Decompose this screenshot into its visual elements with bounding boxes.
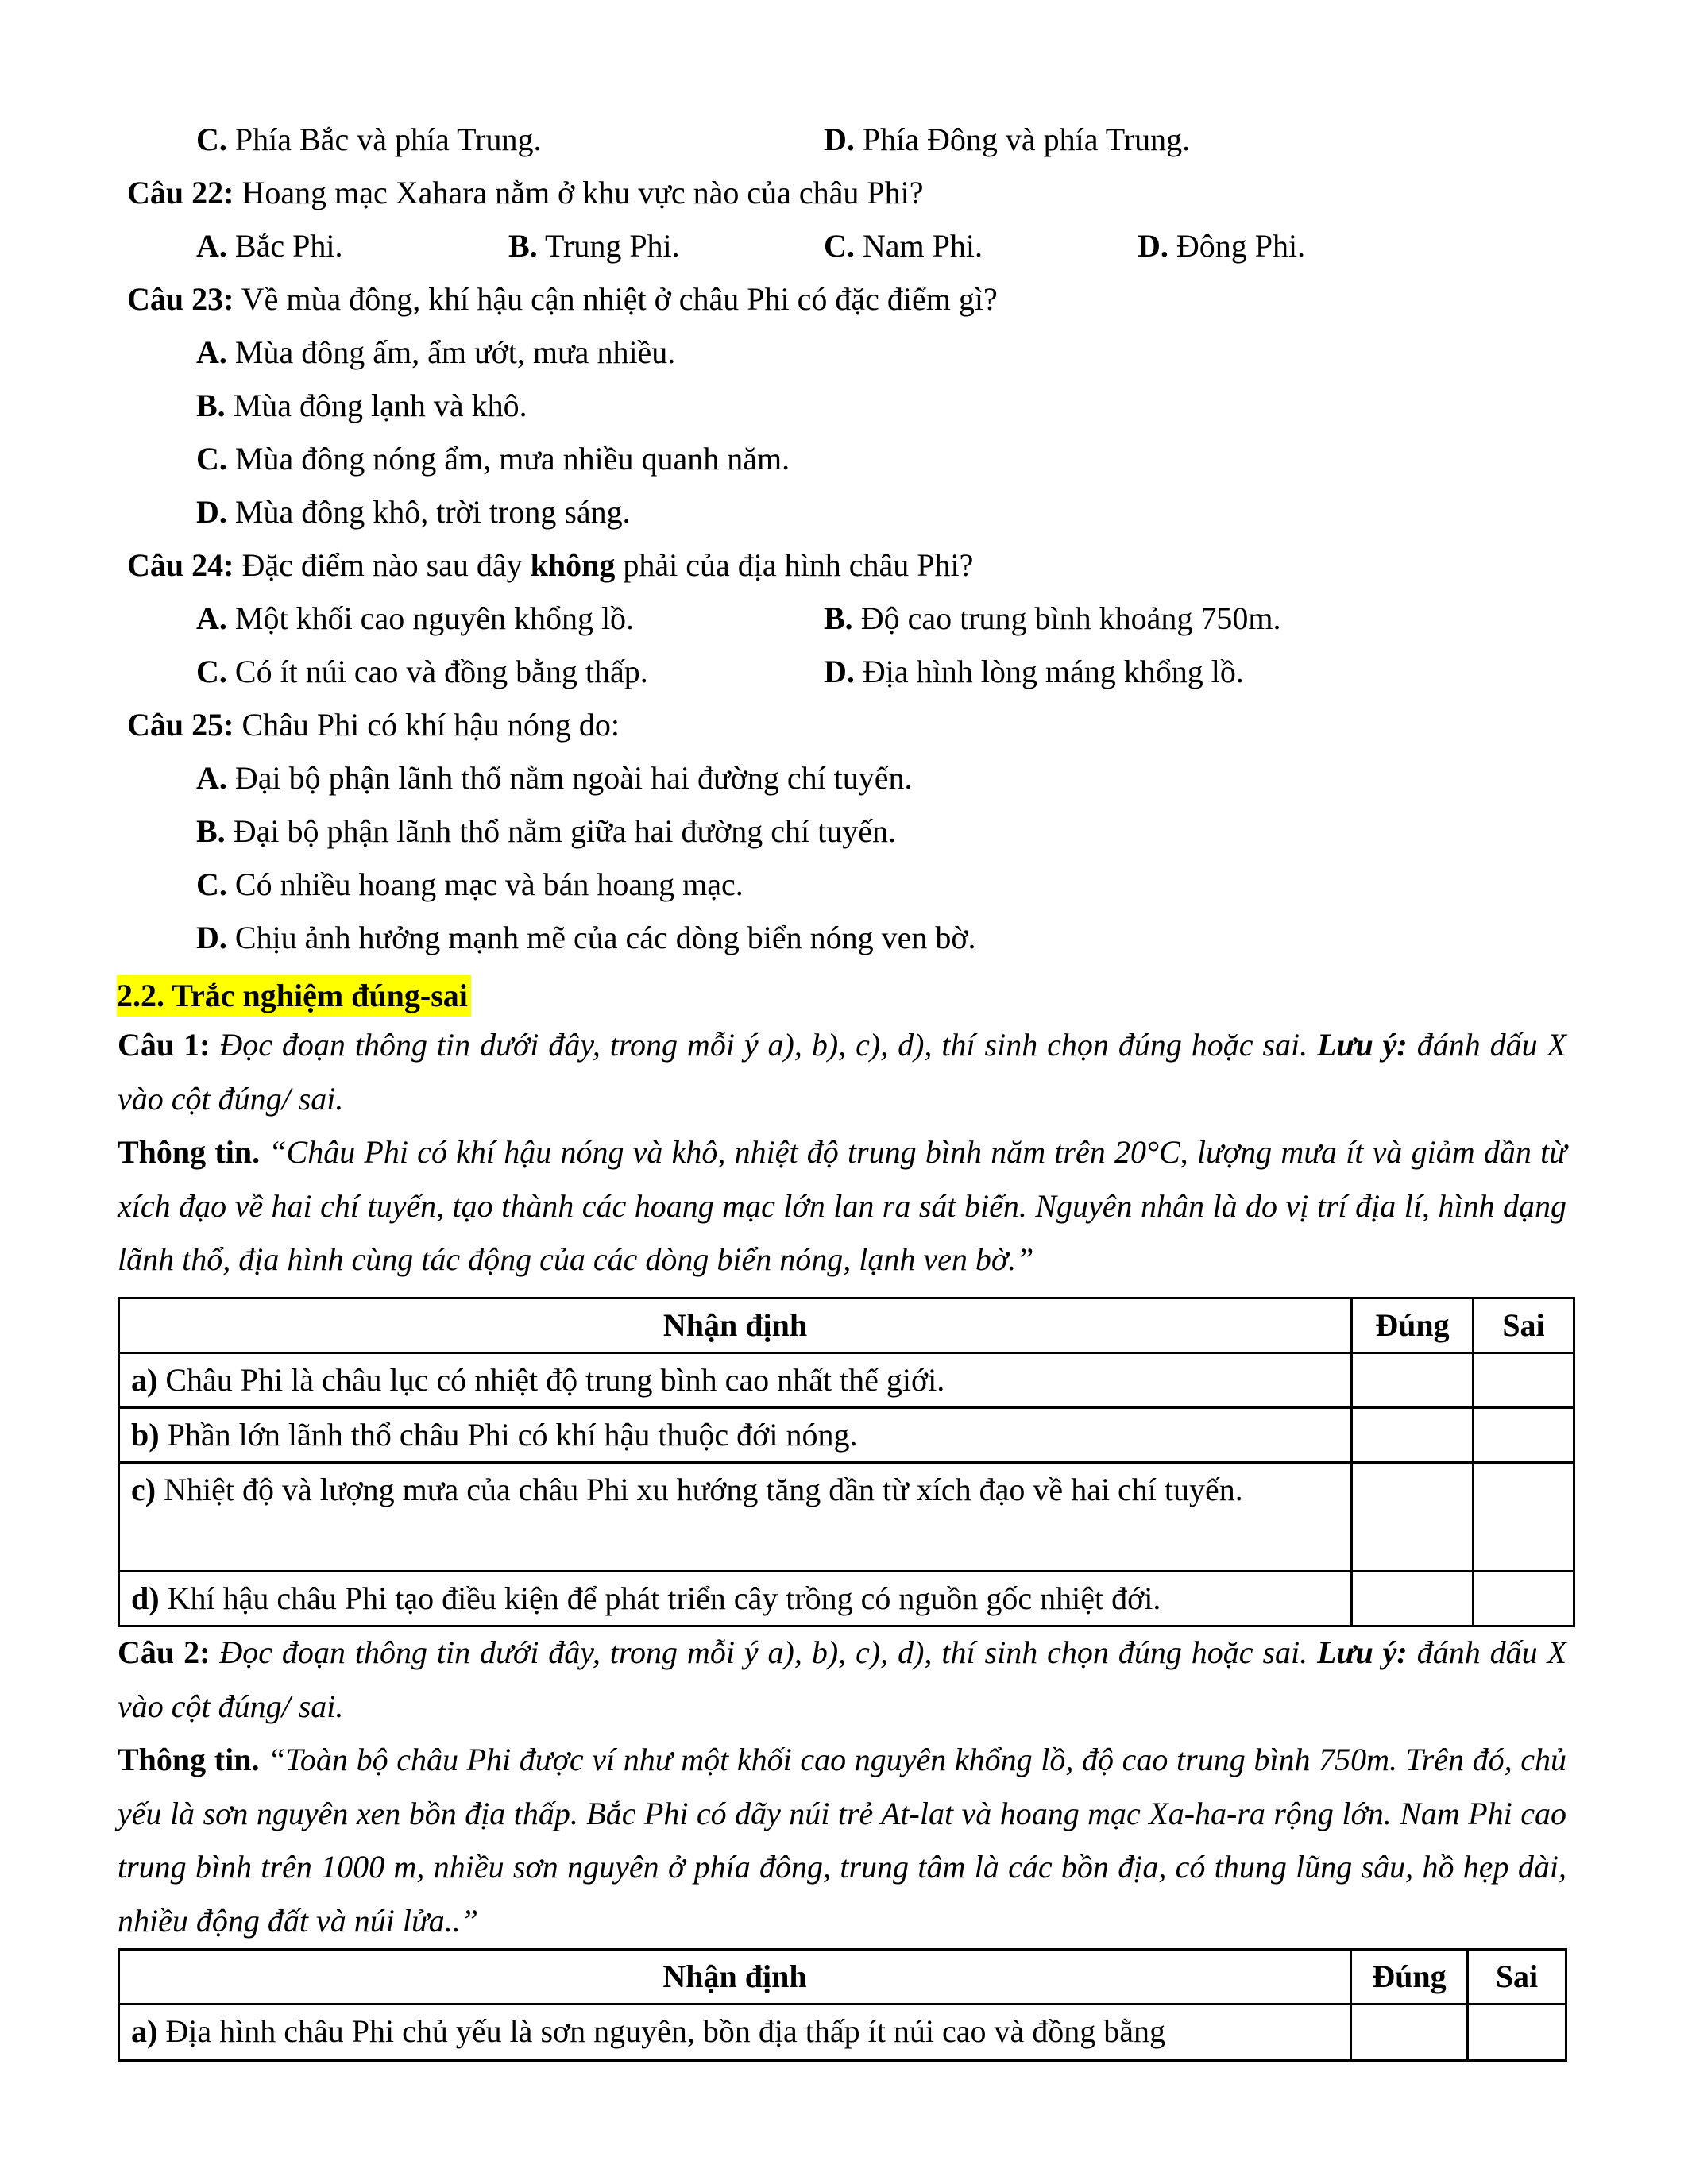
statement-key: a) [131, 1362, 158, 1398]
false-checkbox-cell[interactable] [1474, 1463, 1574, 1572]
tf-question-2-instruction [118, 1626, 1566, 1733]
option-text: Đại bộ phận lãnh thổ nằm giữa hai đường chí tuyến. [225, 813, 897, 849]
question-text: Hoang mạc Xahara nằm ở khu vực nào của châu Phi? [234, 175, 924, 210]
header-statement: Nhận định [119, 1298, 1352, 1353]
q23-option-d [196, 493, 631, 531]
q22-option-a [196, 227, 342, 265]
q25-option-c [196, 866, 744, 904]
statement-cell [119, 1353, 1352, 1408]
option-text: Đông Phi. [1168, 228, 1306, 264]
option-letter: C. [824, 228, 855, 264]
statement-cell [119, 1408, 1352, 1463]
info-text: “Châu Phi có khí hậu nóng và khô, nhiệt độ trung bình năm trên 20°C, lượng mưa ít và giảm dần từ xích đạo về hai chí tuyến, tạo thành các hoang mạc lớn lan ra sát biển. Nguyên nhân là do vị trí địa lí, hình dạng lãnh thổ, địa hình cùng tác động của các dòng biển nóng, lạnh ven bờ.” [118, 1134, 1567, 1277]
header-statement: Nhận định [119, 1950, 1351, 2005]
option-letter: C. [196, 122, 227, 157]
option-letter: A. [196, 600, 227, 636]
option-text: Địa hình lòng máng khổng lồ. [854, 654, 1244, 689]
question-25 [127, 706, 620, 744]
option-letter: D. [824, 654, 855, 689]
option-text: Độ cao trung bình khoảng 750m. [852, 600, 1281, 636]
statement-text: Khí hậu châu Phi tạo điều kiện để phát triển cây trồng có nguồn gốc nhiệt đới. [159, 1580, 1161, 1616]
option-text: Có nhiều hoang mạc và bán hoang mạc. [226, 866, 744, 902]
header-false: Sai [1474, 1298, 1574, 1353]
option-letter: C. [196, 441, 227, 477]
option-text: Nam Phi. [854, 228, 983, 264]
tf-table-2 [118, 1948, 1567, 2062]
option-text: Chịu ảnh hưởng mạnh mẽ của các dòng biển nóng ven bờ. [226, 920, 976, 955]
q22-option-d [1138, 227, 1305, 265]
question-23 [127, 280, 998, 318]
q24-option-d [824, 653, 1244, 691]
true-checkbox-cell[interactable] [1352, 1408, 1474, 1463]
false-checkbox-cell[interactable] [1474, 1353, 1574, 1408]
q23-option-b [196, 387, 527, 425]
question-emphasis: không [530, 547, 616, 583]
true-checkbox-cell[interactable] [1352, 1353, 1474, 1408]
q24-option-b [824, 600, 1281, 638]
option-text: Có ít núi cao và đồng bằng thấp. [226, 654, 648, 689]
option-letter: B. [196, 388, 226, 423]
tf-question-1-instruction [118, 1018, 1566, 1125]
note-text: đánh dấu X vào cột đúng/ sai. [118, 1027, 1567, 1117]
q23-option-c [196, 440, 790, 478]
statement-text: Châu Phi là châu lục có nhiệt độ trung bình cao nhất thế giới. [157, 1362, 945, 1398]
q21-option-c [196, 121, 541, 159]
statement-cell [119, 1463, 1352, 1572]
option-text: Phía Đông và phía Trung. [854, 122, 1191, 157]
option-text: Mùa đông ấm, ẩm ướt, mưa nhiều. [226, 334, 676, 370]
option-text: Mùa đông khô, trời trong sáng. [226, 494, 631, 530]
question-label: Câu 25: [127, 707, 234, 743]
option-letter: C. [196, 866, 227, 902]
table-header-row [119, 1298, 1574, 1353]
true-checkbox-cell[interactable] [1352, 1463, 1474, 1572]
false-checkbox-cell[interactable] [1468, 2005, 1566, 2061]
header-false: Sai [1468, 1950, 1566, 2005]
false-checkbox-cell[interactable] [1474, 1408, 1574, 1463]
info-label: Thông tin. [118, 1134, 261, 1170]
option-text: Một khối cao nguyên khổng lồ. [226, 600, 635, 636]
question-24 [127, 546, 973, 585]
table-header-row [119, 1950, 1566, 2005]
question-label: Câu 1: [118, 1027, 211, 1063]
question-label: Câu 2: [118, 1634, 211, 1670]
section-heading: 2.2. Trắc nghiệm đúng-sai [117, 975, 471, 1017]
statement-key: d) [131, 1580, 160, 1616]
option-text: Bắc Phi. [226, 228, 343, 264]
statement-key: c) [131, 1472, 156, 1507]
question-22 [127, 174, 924, 212]
true-checkbox-cell[interactable] [1351, 2005, 1468, 2061]
q21-option-d [824, 121, 1190, 159]
q25-option-a [196, 759, 913, 797]
table-row [119, 1353, 1574, 1408]
tf-question-2-info [118, 1733, 1566, 1947]
q22-option-c [824, 227, 983, 265]
statement-text: Địa hình châu Phi chủ yếu là sơn nguyên, bồn địa thấp ít núi cao và đồng bằng [157, 2013, 1165, 2049]
option-letter: A. [196, 228, 227, 264]
question-text: Châu Phi có khí hậu nóng do: [234, 707, 620, 743]
option-letter: D. [196, 920, 227, 955]
option-letter: D. [824, 122, 855, 157]
q24-option-c [196, 653, 648, 691]
tf-table-1 [118, 1297, 1575, 1627]
table-row [119, 1463, 1574, 1572]
header-true: Đúng [1352, 1298, 1474, 1353]
statement-key: a) [131, 2013, 158, 2049]
option-letter: D. [1138, 228, 1168, 264]
question-text: Đặc điểm nào sau đây [234, 547, 531, 583]
question-label: Câu 22: [127, 175, 234, 210]
note-text: đánh dấu X vào cột đúng/ sai. [118, 1634, 1567, 1724]
option-text: Trung Phi. [537, 228, 680, 264]
option-text: Mùa đông nóng ẩm, mưa nhiều quanh năm. [226, 441, 790, 477]
option-letter: B. [508, 228, 538, 264]
option-letter: C. [196, 654, 227, 689]
question-text: phải của địa hình châu Phi? [615, 547, 974, 583]
q25-option-b [196, 812, 896, 851]
info-label: Thông tin. [118, 1742, 260, 1777]
table-row [119, 2005, 1566, 2061]
question-label: Câu 23: [127, 281, 234, 317]
q23-option-a [196, 334, 675, 372]
note-label: Lưu ý: [1317, 1634, 1408, 1670]
statement-key: b) [131, 1417, 160, 1453]
table-row [119, 1572, 1574, 1626]
instruction-text: Đọc đoạn thông tin dưới đây, trong mỗi ý a), b), c), d), thí sinh chọn đúng hoặc sai. [210, 1027, 1318, 1063]
option-letter: D. [196, 494, 227, 530]
option-text: Phía Bắc và phía Trung. [226, 122, 542, 157]
option-text: Mùa đông lạnh và khô. [225, 388, 527, 423]
statement-cell [119, 1572, 1352, 1626]
statement-cell [119, 2005, 1351, 2061]
option-text: Đại bộ phận lãnh thổ nằm ngoài hai đường chí tuyến. [226, 760, 913, 796]
false-checkbox-cell[interactable] [1474, 1572, 1574, 1626]
table-row [119, 1408, 1574, 1463]
q24-option-a [196, 600, 634, 638]
option-letter: B. [196, 813, 226, 849]
tf-question-1-info [118, 1125, 1566, 1287]
true-checkbox-cell[interactable] [1352, 1572, 1474, 1626]
option-letter: A. [196, 760, 227, 796]
q25-option-d [196, 919, 976, 957]
option-letter: A. [196, 334, 227, 370]
option-letter: B. [824, 600, 853, 636]
note-label: Lưu ý: [1317, 1027, 1408, 1063]
statement-text: Nhiệt độ và lượng mưa của châu Phi xu hướng tăng dần từ xích đạo về hai chí tuyến. [156, 1472, 1243, 1507]
instruction-text: Đọc đoạn thông tin dưới đây, trong mỗi ý a), b), c), d), thí sinh chọn đúng hoặc sai. [210, 1634, 1318, 1670]
info-text: “Toàn bộ châu Phi được ví như một khối cao nguyên khổng lồ, độ cao trung bình 750m. Trên đó, chủ yếu là sơn nguyên xen bồn địa thấp. Bắc Phi có dãy núi trẻ At-lat và hoang mạc Xa-ha-ra rộng lớn. Nam Phi cao trung bình trên 1000 m, nhiều sơn nguyên ở phía đông, trung tâm là các bồn địa, có thung lũng sâu, hồ hẹp dài, nhiều động đất và núi lửa..” [118, 1742, 1566, 1939]
header-true: Đúng [1351, 1950, 1468, 2005]
question-label: Câu 24: [127, 547, 234, 583]
question-text: Về mùa đông, khí hậu cận nhiệt ở châu Phi có đặc điểm gì? [234, 281, 998, 317]
statement-text: Phần lớn lãnh thổ châu Phi có khí hậu thuộc đới nóng. [159, 1417, 858, 1453]
q22-option-b [508, 227, 680, 265]
